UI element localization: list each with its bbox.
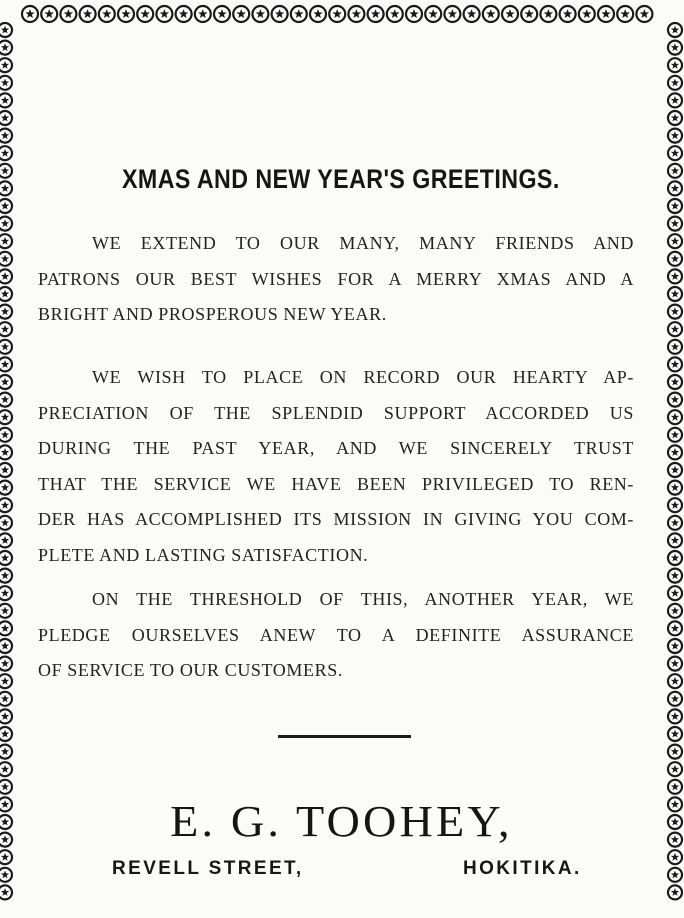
border-rosette-icon <box>0 498 12 512</box>
paragraph-line: PLETE AND LASTING SATISFACTION. <box>38 544 369 565</box>
border-rosette-icon <box>0 674 12 688</box>
border-rosette-icon <box>668 181 682 195</box>
border-rosette-icon <box>0 551 12 565</box>
border-rosette-icon <box>0 164 12 178</box>
border-rosette-icon <box>176 6 192 22</box>
border-rosette-icon <box>0 181 12 195</box>
border-rosette-icon <box>0 604 12 618</box>
border-rosette-icon <box>668 709 682 723</box>
border-rosette-icon <box>0 93 12 107</box>
border-rosette-icon <box>668 322 682 336</box>
border-rosette-icon <box>0 23 12 37</box>
border-rosette-icon <box>668 604 682 618</box>
border-rosette-icon <box>137 6 153 22</box>
border-rosette-icon <box>668 305 682 319</box>
border-rosette-icon <box>668 76 682 90</box>
border-rosette-icon <box>668 234 682 248</box>
border-rosette-icon <box>636 6 652 22</box>
border-rosette-icon <box>668 780 682 794</box>
border-rosette-icon <box>0 516 12 530</box>
border-rosette-icon <box>0 850 12 864</box>
border-rosette-icon <box>0 657 12 671</box>
border-rosette-icon <box>668 639 682 653</box>
border-rosette-icon <box>0 111 12 125</box>
border-rosette-icon <box>214 6 230 22</box>
border-rosette-icon <box>668 269 682 283</box>
border-rosette-icon <box>540 6 556 22</box>
border-rosette-icon <box>22 6 38 22</box>
border-rosette-icon <box>668 868 682 882</box>
border-rosette-icon <box>668 727 682 741</box>
border-rosette-icon <box>668 199 682 213</box>
border-rosette-icon <box>0 357 12 371</box>
border-rosette-icon <box>0 199 12 213</box>
border-rosette-icon <box>0 709 12 723</box>
border-rosette-icon <box>41 6 57 22</box>
border-rosette-icon <box>579 6 595 22</box>
border-rosette-icon <box>668 58 682 72</box>
border-rosette-icon <box>668 674 682 688</box>
border-rosette-icon <box>156 6 172 22</box>
paragraph-line: PRECIATION OF THE SPLENDID SUPPORT ACCORDED US <box>38 402 634 423</box>
border-rosette-icon <box>425 6 441 22</box>
paragraph-appreciation <box>38 360 634 573</box>
border-top-row <box>22 6 652 22</box>
border-rosette-icon <box>0 463 12 477</box>
border-rosette-icon <box>668 445 682 459</box>
border-rosette-icon <box>0 217 12 231</box>
border-rosette-icon <box>668 111 682 125</box>
border-rosette-icon <box>668 375 682 389</box>
border-rosette-icon <box>560 6 576 22</box>
border-rosette-icon <box>668 393 682 407</box>
border-rosette-icon <box>0 692 12 706</box>
border-rosette-icon <box>598 6 614 22</box>
border-rosette-icon <box>0 533 12 547</box>
paragraph-line: PLEDGE OURSELVES ANEW TO A DEFINITE ASSURANCE <box>38 624 634 645</box>
border-rosette-icon <box>0 322 12 336</box>
border-rosette-icon <box>0 868 12 882</box>
border-rosette-icon <box>0 305 12 319</box>
border-rosette-icon <box>233 6 249 22</box>
border-rosette-icon <box>99 6 115 22</box>
border-rosette-icon <box>668 93 682 107</box>
paragraph-line: BRIGHT AND PROSPEROUS NEW YEAR. <box>38 304 387 324</box>
border-rosette-icon <box>668 463 682 477</box>
border-rosette-icon <box>668 252 682 266</box>
border-rosette-icon <box>0 639 12 653</box>
border-rosette-icon <box>668 146 682 160</box>
border-rosette-icon <box>668 23 682 37</box>
border-rosette-icon <box>668 621 682 635</box>
border-rosette-icon <box>668 569 682 583</box>
border-rosette-icon <box>502 6 518 22</box>
business-name: E. G. TOOHEY, <box>170 797 513 846</box>
border-rosette-icon <box>668 692 682 706</box>
border-rosette-icon <box>668 586 682 600</box>
border-rosette-icon <box>0 428 12 442</box>
border-rosette-icon <box>0 621 12 635</box>
border-rosette-icon <box>668 885 682 899</box>
border-rosette-icon <box>0 780 12 794</box>
border-rosette-icon <box>617 6 633 22</box>
border-rosette-icon <box>0 762 12 776</box>
border-rosette-icon <box>272 6 288 22</box>
border-rosette-icon <box>668 533 682 547</box>
border-rosette-icon <box>368 6 384 22</box>
border-rosette-icon <box>0 129 12 143</box>
border-rosette-icon <box>0 269 12 283</box>
address-town: HOKITIKA. <box>463 858 582 879</box>
border-rosette-icon <box>0 410 12 424</box>
border-rosette-icon <box>195 6 211 22</box>
border-rosette-icon <box>406 6 422 22</box>
paragraph-line: DER HAS ACCOMPLISHED ITS MISSION IN GIVING YOU COM- <box>38 509 634 529</box>
border-rosette-icon <box>0 252 12 266</box>
paragraph-pledge <box>38 582 634 689</box>
paragraph-line: DURING THE PAST YEAR, AND WE SINCERELY TRUST <box>38 438 634 458</box>
paragraph-line: THAT THE SERVICE WE HAVE BEEN PRIVILEGED TO REN- <box>38 473 634 494</box>
border-rosette-icon <box>0 41 12 55</box>
paragraph-line: PATRONS OUR BEST WISHES FOR A MERRY XMAS AND A <box>38 268 634 289</box>
border-rosette-icon <box>0 146 12 160</box>
border-rosette-icon <box>668 41 682 55</box>
border-right-column <box>668 23 682 899</box>
border-rosette-icon <box>0 481 12 495</box>
border-rosette-icon <box>444 6 460 22</box>
border-rosette-icon <box>668 357 682 371</box>
border-rosette-icon <box>0 76 12 90</box>
border-rosette-icon <box>668 164 682 178</box>
border-rosette-icon <box>387 6 403 22</box>
border-rosette-icon <box>668 481 682 495</box>
border-rosette-icon <box>521 6 537 22</box>
border-rosette-icon <box>329 6 345 22</box>
border-rosette-icon <box>0 586 12 600</box>
border-left-column <box>0 23 12 899</box>
greeting-heading: XMAS AND NEW YEAR'S GREETINGS. <box>122 164 560 194</box>
border-rosette-icon <box>0 340 12 354</box>
paragraph-line: ON THE THRESHOLD OF THIS, ANOTHER YEAR, WE <box>92 589 634 609</box>
border-rosette-icon <box>348 6 364 22</box>
border-rosette-icon <box>483 6 499 22</box>
border-rosette-icon <box>668 657 682 671</box>
border-rosette-icon <box>0 375 12 389</box>
border-rosette-icon <box>668 551 682 565</box>
border-rosette-icon <box>0 727 12 741</box>
border-rosette-icon <box>310 6 326 22</box>
paragraph-line: WE EXTEND TO OUR MANY, MANY FRIENDS AND <box>92 233 634 253</box>
border-rosette-icon <box>668 217 682 231</box>
border-rosette-icon <box>252 6 268 22</box>
border-rosette-icon <box>60 6 76 22</box>
border-rosette-icon <box>668 762 682 776</box>
border-rosette-icon <box>0 569 12 583</box>
divider-rule <box>278 735 411 738</box>
border-rosette-icon <box>80 6 96 22</box>
border-rosette-icon <box>0 885 12 899</box>
border-rosette-icon <box>0 58 12 72</box>
border-rosette-icon <box>0 234 12 248</box>
border-rosette-icon <box>668 410 682 424</box>
border-rosette-icon <box>668 745 682 759</box>
border-rosette-icon <box>0 287 12 301</box>
address-street: REVELL STREET, <box>112 858 304 879</box>
border-rosette-icon <box>0 745 12 759</box>
border-rosette-icon <box>668 287 682 301</box>
border-rosette-icon <box>668 340 682 354</box>
paragraph-line: OF SERVICE TO OUR CUSTOMERS. <box>38 660 343 680</box>
paragraph-line: WE WISH TO PLACE ON RECORD OUR HEARTY AP- <box>92 367 634 387</box>
border-rosette-icon <box>464 6 480 22</box>
border-rosette-icon <box>668 498 682 512</box>
paragraph-wishes <box>38 226 634 333</box>
border-rosette-icon <box>0 393 12 407</box>
border-rosette-icon <box>668 850 682 864</box>
border-rosette-icon <box>668 516 682 530</box>
border-rosette-icon <box>668 428 682 442</box>
border-rosette-icon <box>0 445 12 459</box>
border-rosette-icon <box>118 6 134 22</box>
border-rosette-icon <box>668 129 682 143</box>
border-rosette-icon <box>291 6 307 22</box>
